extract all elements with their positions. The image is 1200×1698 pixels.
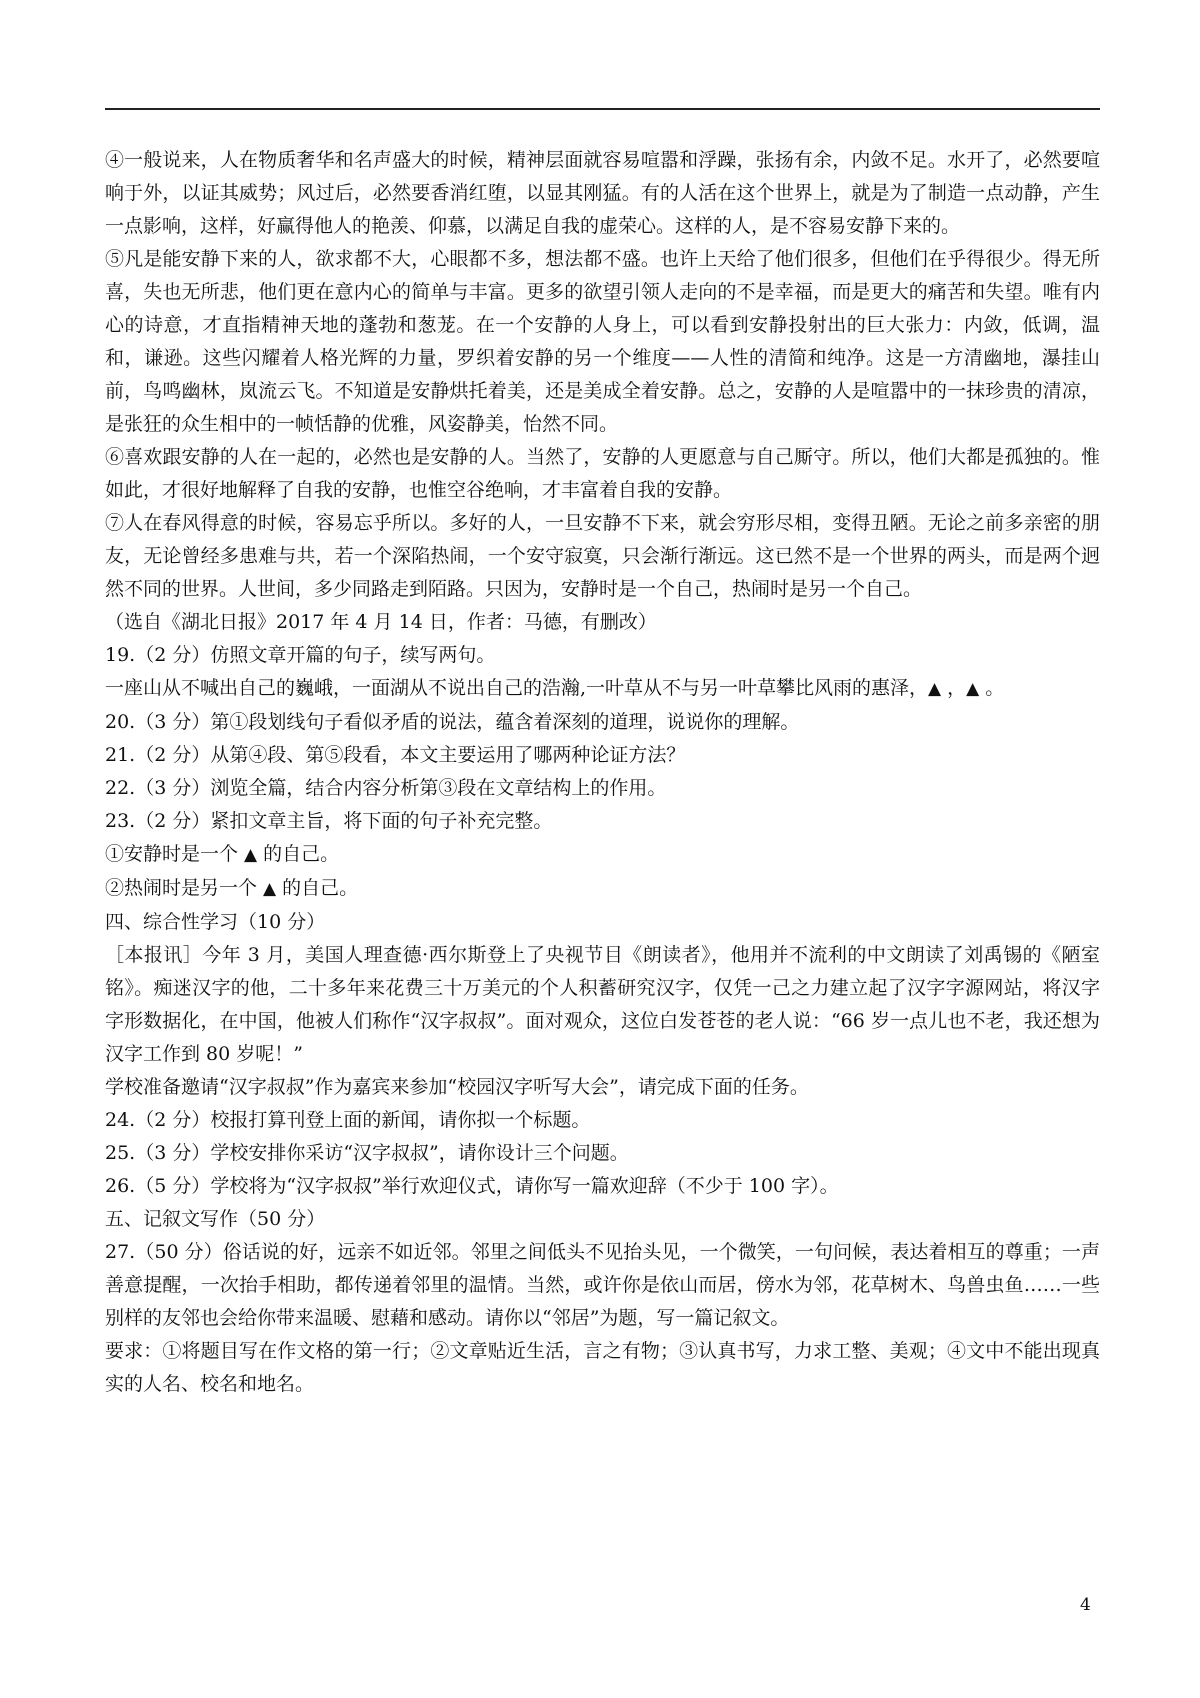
question-19-body <box>105 672 1100 706</box>
blank-triangle-icon: ▲ <box>244 845 258 865</box>
question-21: 21.（2 分）从第④段、第⑤段看，本文主要运用了哪两种论证方法？ <box>105 744 686 766</box>
question-22: 22.（3 分）浏览全篇，结合内容分析第③段在文章结构上的作用。 <box>105 777 667 799</box>
paragraph-6: ⑥喜欢跟安静的人在一起的，必然也是安静的人。当然了，安静的人更愿意与自己厮守。所以，他们大都是孤独的。惟如此，才很好地解释了自我的安静，也惟空谷绝响，才丰富着自我的安静。 <box>105 446 1100 501</box>
section-4-title: 四、综合性学习（10 分） <box>105 911 326 933</box>
section-5-title: 五、记叙文写作（50 分） <box>105 1208 326 1230</box>
paragraph-5: ⑤凡是能安静下来的人，欲求都不大，心眼都不多，想法都不盛。也许上天给了他们很多，但他们在乎得很少。得无所喜，失也无所悲，他们更在意内心的简单与丰富。更多的欲望引领人走向的不是幸福，而是更大的痛苦和失望。唯有内心的诗意，才直指精神天地的蓬勃和葱茏。在一个安静的人身上，可以看到安静投射出的巨大张力：内敛，低调，温和，谦逊。这些闪耀着人格光辉的力量，罗织着安静的另一个维度——人性的清简和纯净。这是一方清幽地，瀑挂山前，鸟鸣幽林，岚流云飞。不知道是安静烘托着美，还是美成全着安静。总之，安静的人是喧嚣中的一抹珍贵的清凉，是张狂的众生相中的一帧恬静的优雅，风姿静美，怡然不同。 <box>105 248 1100 435</box>
question-23-item-a <box>105 838 1100 872</box>
question-23-a-prefix: ①安静时是一个 <box>105 843 245 865</box>
passage-source: （选自《湖北日报》2017 年 4 月 14 日，作者：马德，有删改） <box>105 611 657 633</box>
paragraph-7: ⑦人在春风得意的时候，容易忘乎所以。多好的人，一旦安静不下来，就会穷形尽相，变得丑陋。无论之前多亲密的朋友，无论曾经多患难与共，若一个深陷热闹，一个安守寂寞，只会渐行渐远。这已然不是一个世界的两头，而是两个迥然不同的世界。人世间，多少同路走到陌路。只因为，安静时是一个自己，热闹时是另一个自己。 <box>105 512 1100 600</box>
header-rule <box>105 108 1100 110</box>
blank-triangle-icon: ▲ <box>966 679 980 699</box>
section-4-intro: 学校准备邀请“汉字叔叔”作为嘉宾来参加“校园汉字听写大会”，请完成下面的任务。 <box>105 1076 809 1098</box>
question-20: 20.（3 分）第①段划线句子看似矛盾的说法，蕴含着深刻的道理，说说你的理解。 <box>105 711 800 733</box>
question-23-a-suffix: 的自己。 <box>257 843 340 865</box>
blank-triangle-icon: ▲ <box>928 679 942 699</box>
essay-requirements: 要求：①将题目写在作文格的第一行；②文章贴近生活，言之有物；③认真书写，力求工整、美观；④文中不能出现真实的人名、校名和地名。 <box>105 1340 1100 1395</box>
question-19-stem: 19.（2 分）仿照文章开篇的句子，续写两句。 <box>105 644 496 666</box>
blank-triangle-icon: ▲ <box>263 879 277 899</box>
question-23: 23.（2 分）紧扣文章主旨，将下面的句子补充完整。 <box>105 810 553 832</box>
question-27: 27.（50 分）俗话说的好，远亲不如近邻。邻里之间低头不见抬头见，一个微笑，一句问候，表达着相互的尊重；一声善意提醒，一次抬手相助，都传递着邻里的温情。当然，或许你是依山而居，傍水为邻，花草树木、鸟兽虫鱼……一些别样的友邻也会给你带来温暖、慰藉和感动。请你以“邻居”为题，写一篇记叙文。 <box>105 1241 1100 1329</box>
page-number: 4 <box>1080 1595 1091 1615</box>
news-report: ［本报讯］今年 3 月，美国人理查德·西尔斯登上了央视节目《朗读者》，他用并不流利的中文朗读了刘禹锡的《陋室铭》。痴迷汉字的他，二十多年来花费三十万美元的个人积蓄研究汉字，仅凭一己之力建立起了汉字字源网站，将汉字字形数据化，在中国，他被人们称作“汉字叔叔”。面对观众，这位白发苍苍的老人说：“66 岁一点儿也不老，我还想为汉字工作到 80 岁呢！” <box>105 944 1100 1065</box>
question-19-separator: ， <box>941 677 967 699</box>
question-26: 26.（5 分）学校将为“汉字叔叔”举行欢迎仪式，请你写一篇欢迎辞（不少于 100 字）。 <box>105 1175 839 1197</box>
page-content <box>105 144 1100 1401</box>
question-23-b-suffix: 的自己。 <box>276 877 359 899</box>
question-23-b-prefix: ②热闹时是另一个 <box>105 877 264 899</box>
question-23-item-b <box>105 872 1100 906</box>
question-19-end: 。 <box>979 677 1005 699</box>
question-19-text: 一座山从不喊出自己的巍峨，一面湖从不说出自己的浩瀚,一叶草从不与另一叶草攀比风雨的惠泽， <box>105 677 929 699</box>
question-25: 25.（3 分）学校安排你采访“汉字叔叔”，请你设计三个问题。 <box>105 1142 629 1164</box>
paragraph-4: ④一般说来，人在物质奢华和名声盛大的时候，精神层面就容易喧嚣和浮躁，张扬有余，内敛不足。水开了，必然要喧响于外，以证其威势；风过后，必然要香消红堕，以显其刚猛。有的人活在这个世界上，就是为了制造一点动静，产生一点影响，这样，好赢得他人的艳羡、仰慕，以满足自我的虚荣心。这样的人，是不容易安静下来的。 <box>105 149 1100 237</box>
question-24: 24.（2 分）校报打算刊登上面的新闻，请你拟一个标题。 <box>105 1109 591 1131</box>
